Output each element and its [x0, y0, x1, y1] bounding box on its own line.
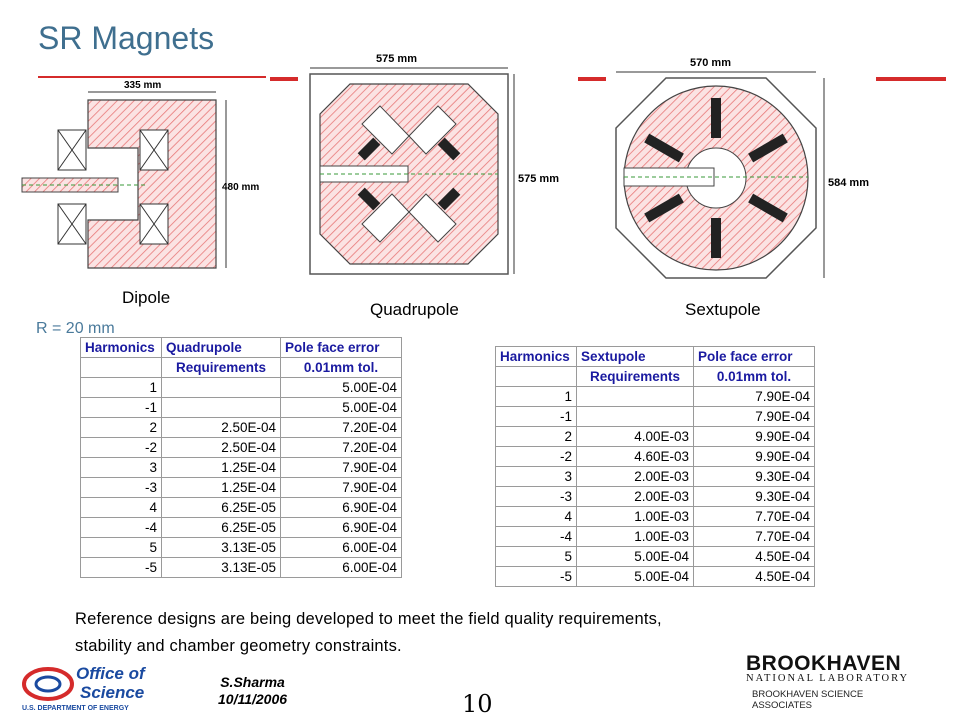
pole-error-cell: 9.30E-04 [694, 467, 815, 487]
requirement-cell: 6.25E-05 [162, 518, 281, 538]
table-row [81, 458, 402, 478]
harmonic-cell: 1 [81, 378, 162, 398]
sext-rows [496, 387, 815, 587]
table-header-row [81, 338, 402, 358]
harmonic-cell: -5 [496, 567, 577, 587]
quadrupole-label: Quadrupole [370, 300, 459, 319]
requirement-cell: 1.00E-03 [577, 507, 694, 527]
column-header: Pole face error [281, 338, 402, 358]
pole-error-cell: 5.00E-04 [281, 398, 402, 418]
column-subheader: Requirements [577, 367, 694, 387]
sextupole-drawing [604, 52, 894, 288]
harmonic-cell: -2 [81, 438, 162, 458]
pole-error-cell: 7.70E-04 [694, 527, 815, 547]
pole-error-cell: 7.90E-04 [281, 478, 402, 498]
table-row [496, 407, 815, 427]
presentation-date: 10/11/2006 [218, 691, 288, 707]
requirement-cell: 3.13E-05 [162, 538, 281, 558]
harmonic-cell: 4 [81, 498, 162, 518]
requirement-cell: 6.25E-05 [162, 498, 281, 518]
table-row [81, 538, 402, 558]
summary-line: stability and chamber geometry constraints. [75, 637, 402, 655]
requirement-cell [577, 387, 694, 407]
column-subheader [496, 367, 577, 387]
table-row [496, 467, 815, 487]
harmonic-cell: -4 [496, 527, 577, 547]
pole-error-cell: 7.90E-04 [281, 458, 402, 478]
table-row [496, 387, 815, 407]
table-row [81, 398, 402, 418]
logo-text-line2: Science [80, 683, 145, 702]
table-row [81, 518, 402, 538]
radius-note: R = 20 mm [36, 320, 115, 337]
pole-error-cell: 9.90E-04 [694, 447, 815, 467]
requirement-cell: 2.50E-04 [162, 438, 281, 458]
table-row [81, 558, 402, 578]
harmonic-cell: -2 [496, 447, 577, 467]
associates-line2: ASSOCIATES [752, 700, 813, 711]
table-row [496, 447, 815, 467]
requirement-cell: 2.00E-03 [577, 467, 694, 487]
quadrupole-width-dim: 575 mm [376, 53, 417, 65]
pole-error-cell: 7.70E-04 [694, 507, 815, 527]
requirement-cell: 4.60E-03 [577, 447, 694, 467]
dipole-drawing [18, 72, 280, 282]
requirement-cell: 1.25E-04 [162, 478, 281, 498]
table-row [496, 527, 815, 547]
quadrupole-harmonics-table [80, 337, 402, 578]
pole-error-cell: 6.00E-04 [281, 538, 402, 558]
table-row [496, 507, 815, 527]
table-row [496, 547, 815, 567]
column-subheader [81, 358, 162, 378]
harmonic-cell: 3 [81, 458, 162, 478]
requirement-cell: 4.00E-03 [577, 427, 694, 447]
harmonic-cell: 3 [496, 467, 577, 487]
table-row [81, 478, 402, 498]
pole-error-cell: 9.30E-04 [694, 487, 815, 507]
summary-line: Reference designs are being developed to meet the field quality requirements, [75, 610, 662, 628]
dipole-label: Dipole [122, 288, 171, 307]
pole-error-cell: 6.90E-04 [281, 518, 402, 538]
harmonic-cell: 4 [496, 507, 577, 527]
dipole-width-dim: 335 mm [124, 80, 162, 91]
harmonic-cell: 2 [496, 427, 577, 447]
sextupole-harmonics-table [495, 346, 815, 587]
requirement-cell: 5.00E-04 [577, 547, 694, 567]
harmonic-cell: -3 [496, 487, 577, 507]
harmonic-cell: 2 [81, 418, 162, 438]
author-block [218, 674, 287, 708]
harmonic-cell: -5 [81, 558, 162, 578]
pole-error-cell: 5.00E-04 [281, 378, 402, 398]
table-row [496, 427, 815, 447]
pole-error-cell: 4.50E-04 [694, 567, 815, 587]
table-row [81, 438, 402, 458]
logo-text-line3: U.S. DEPARTMENT OF ENERGY [22, 705, 129, 712]
requirement-cell [162, 378, 281, 398]
brookhaven-logo [746, 652, 916, 684]
requirement-cell [577, 407, 694, 427]
brookhaven-sub: NATIONAL LABORATORY [746, 673, 910, 684]
pole-error-cell: 4.50E-04 [694, 547, 815, 567]
requirement-cell: 1.00E-03 [577, 527, 694, 547]
summary-text [75, 606, 662, 660]
office-of-science-logo [20, 660, 190, 717]
table-header-row [496, 347, 815, 367]
requirement-cell: 1.25E-04 [162, 458, 281, 478]
pole-error-cell: 7.90E-04 [694, 407, 815, 427]
harmonic-cell: -3 [81, 478, 162, 498]
table-row [496, 567, 815, 587]
logo-text-line1: Office of [76, 664, 145, 683]
requirement-cell: 2.00E-03 [577, 487, 694, 507]
column-subheader: Requirements [162, 358, 281, 378]
column-header: Sextupole [577, 347, 694, 367]
table-row [496, 487, 815, 507]
page-number: 10 [462, 690, 493, 718]
brookhaven-name: BROOKHAVEN [746, 652, 902, 675]
column-header: Pole face error [694, 347, 815, 367]
column-header: Quadrupole [162, 338, 281, 358]
harmonic-cell: 5 [81, 538, 162, 558]
dipole-height-dim: 480 mm [222, 182, 260, 193]
table-row [81, 418, 402, 438]
sextupole-height-dim: 584 mm [828, 177, 869, 189]
pole-error-cell: 7.90E-04 [694, 387, 815, 407]
column-subheader: 0.01mm tol. [694, 367, 815, 387]
column-header: Harmonics [496, 347, 577, 367]
table-row [81, 378, 402, 398]
pole-error-cell: 7.20E-04 [281, 418, 402, 438]
table-row [81, 498, 402, 518]
requirement-cell: 2.50E-04 [162, 418, 281, 438]
harmonic-cell: -4 [81, 518, 162, 538]
page-title: SR Magnets [38, 20, 215, 56]
pole-error-cell: 9.90E-04 [694, 427, 815, 447]
author-name: S.Sharma [220, 674, 285, 690]
requirement-cell: 5.00E-04 [577, 567, 694, 587]
harmonic-cell: -1 [81, 398, 162, 418]
harmonic-cell: -1 [496, 407, 577, 427]
pole-error-cell: 6.00E-04 [281, 558, 402, 578]
table-subheader-row [496, 367, 815, 387]
pole-error-cell: 7.20E-04 [281, 438, 402, 458]
quadrupole-drawing [298, 46, 588, 286]
harmonic-cell: 5 [496, 547, 577, 567]
table-subheader-row [81, 358, 402, 378]
brookhaven-associates [752, 689, 863, 711]
sextupole-label: Sextupole [685, 300, 761, 319]
harmonic-cell: 1 [496, 387, 577, 407]
column-header: Harmonics [81, 338, 162, 358]
sextupole-width-dim: 570 mm [690, 57, 731, 69]
column-subheader: 0.01mm tol. [281, 358, 402, 378]
requirement-cell: 3.13E-05 [162, 558, 281, 578]
associates-line1: BROOKHAVEN SCIENCE [752, 689, 864, 700]
quadrupole-height-dim: 575 mm [518, 173, 559, 185]
office-of-science-logo-graphic [20, 660, 190, 712]
requirement-cell [162, 398, 281, 418]
pole-error-cell: 6.90E-04 [281, 498, 402, 518]
quad-rows [81, 378, 402, 578]
